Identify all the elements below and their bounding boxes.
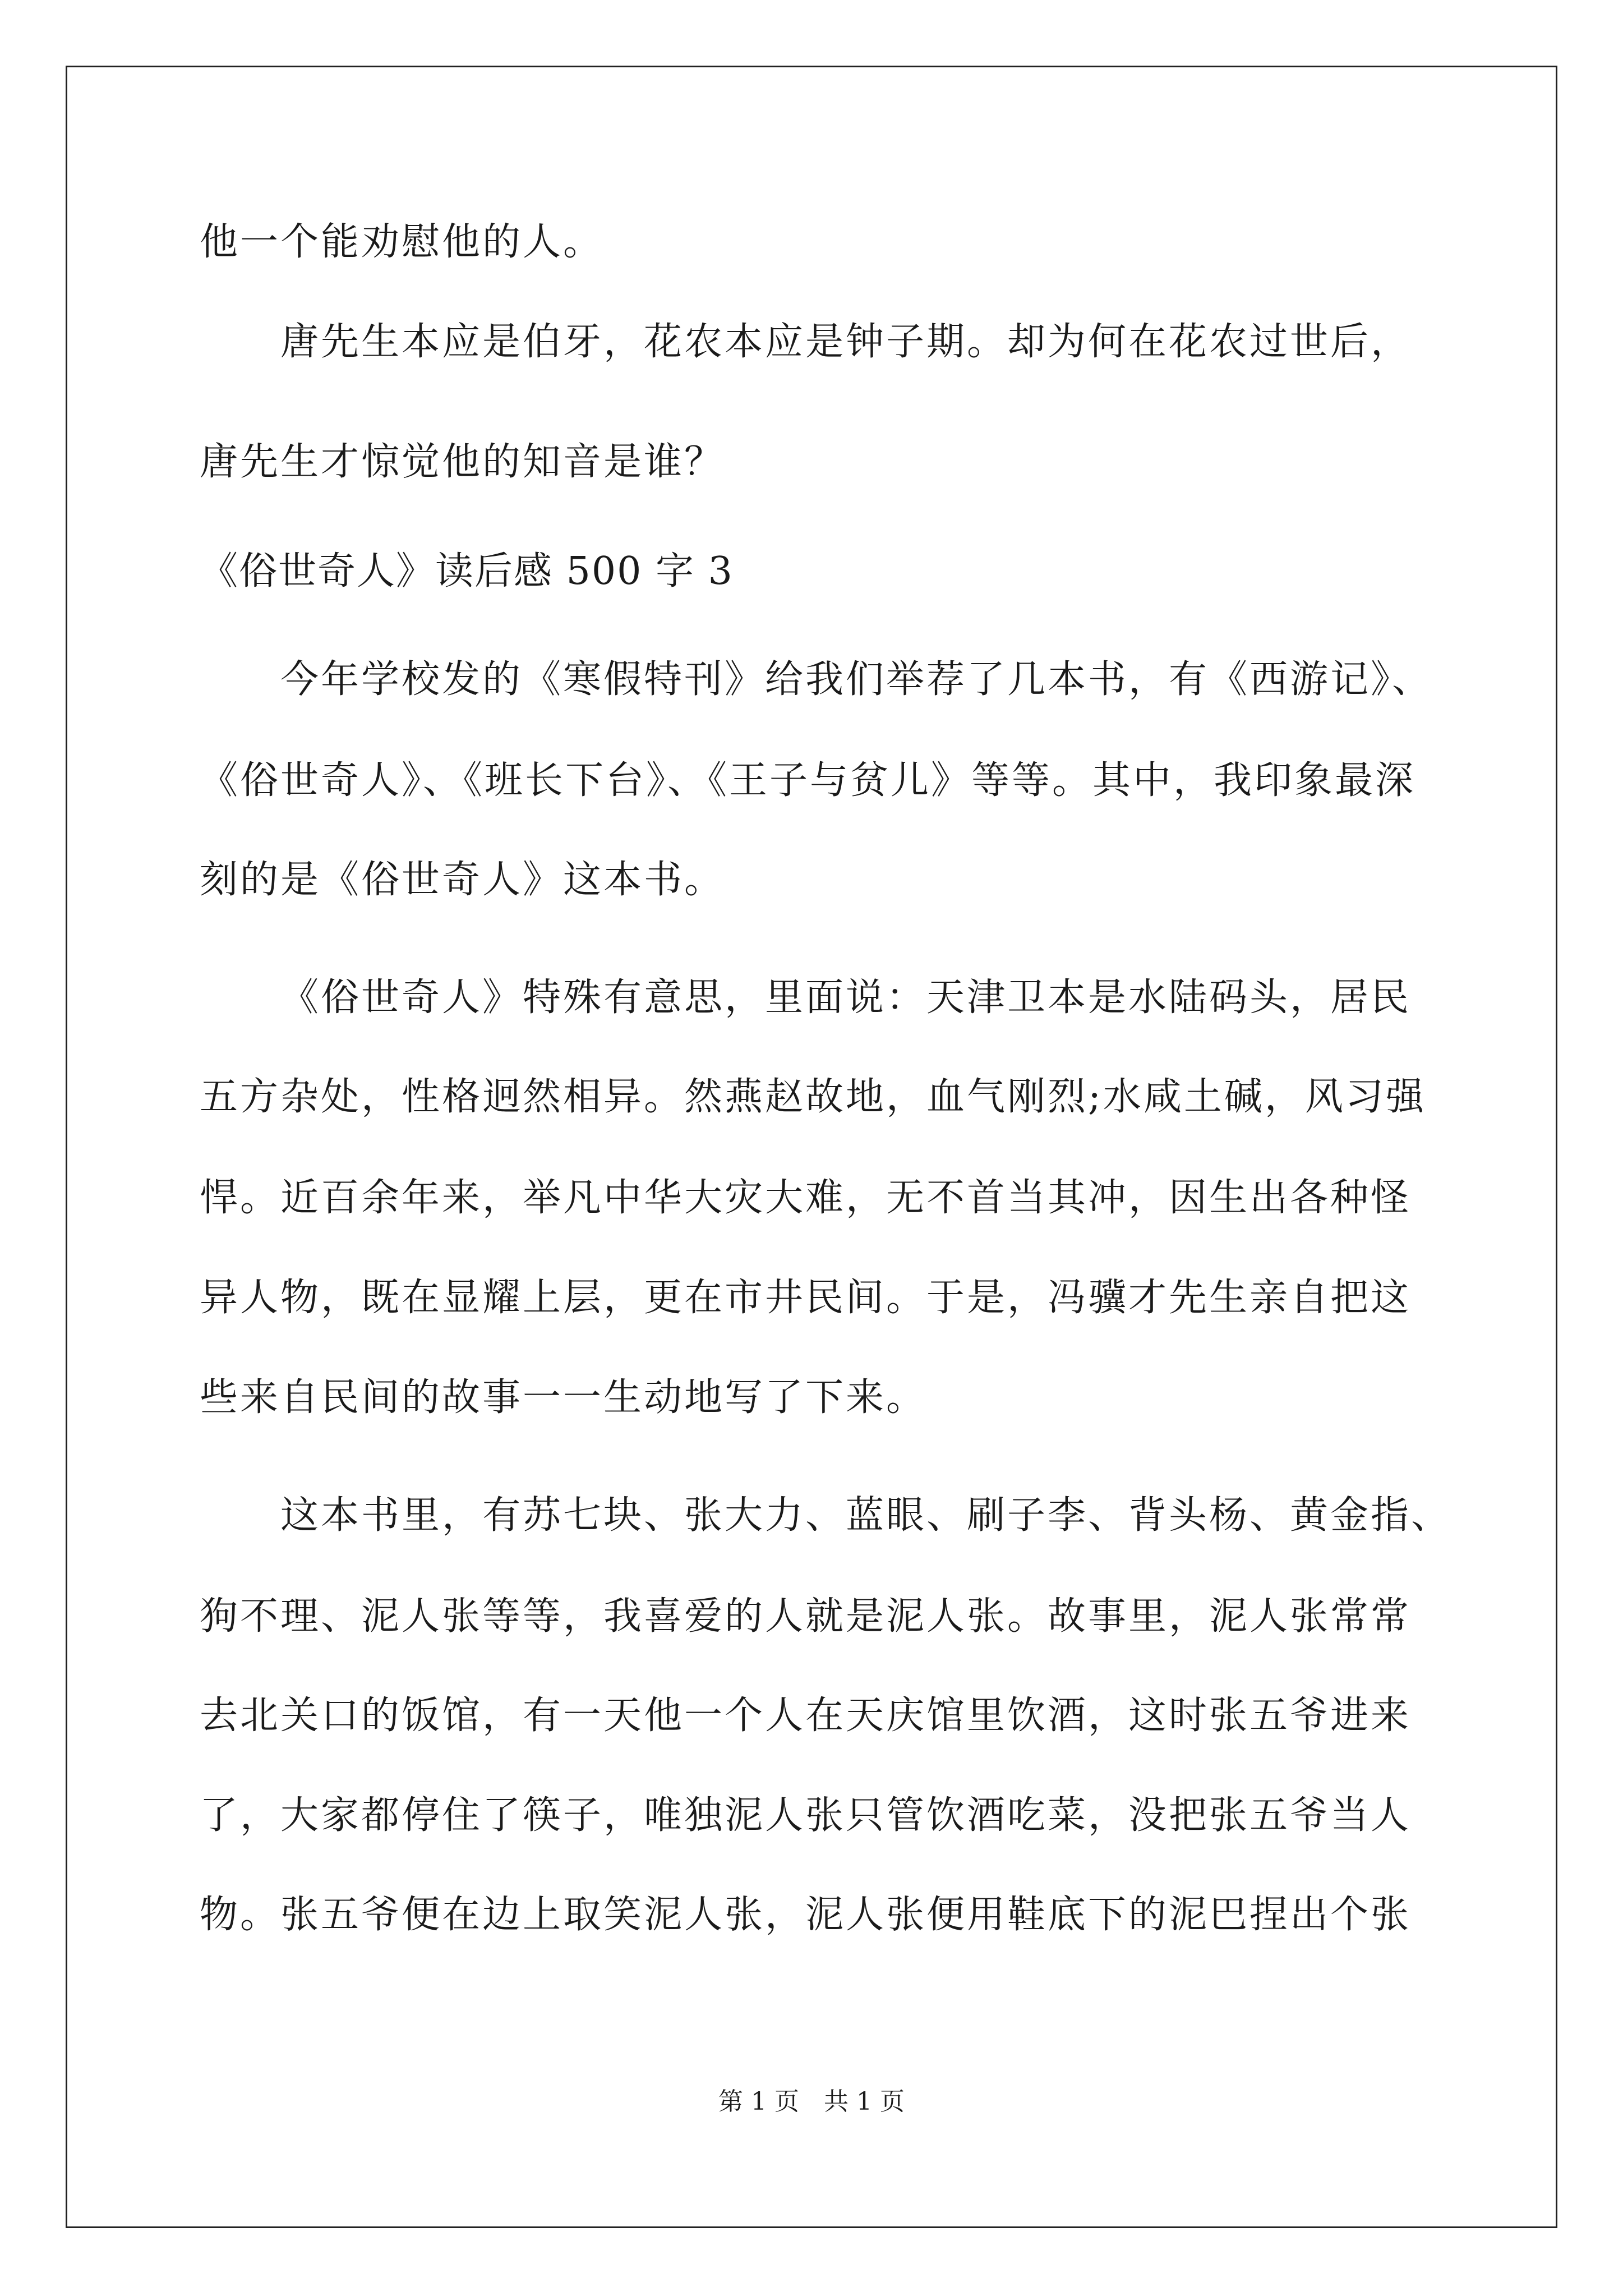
text-line: 这本书里，有苏七块、张大力、蓝眼、刷子李、背头杨、黄金指、 <box>280 1493 1452 1538</box>
text-line: 他一个能劝慰他的人。 <box>200 220 604 264</box>
text-line: 五方杂处，性格迥然相异。然燕赵故地，血气刚烈;水咸土碱，风习强 <box>200 1075 1426 1119</box>
text-line: 唐先生才惊觉他的知音是谁？ <box>200 440 725 484</box>
text-line: 悍。近百余年来，举凡中华大灾大难，无不首当其冲，因生出各种怪 <box>200 1176 1412 1220</box>
text-line: 唐先生本应是伯牙，花农本应是钟子期。却为何在花农过世后， <box>280 320 1412 364</box>
text-line: 去北关口的饭馆，有一天他一个人在天庆馆里饮酒，这时张五爷进来 <box>200 1694 1412 1738</box>
text-line: 物。张五爷便在边上取笑泥人张，泥人张便用鞋底下的泥巴捏出个张 <box>200 1893 1412 1937</box>
text-line: 《俗世奇人》特殊有意思，里面说：天津卫本是水陆码头，居民 <box>280 976 1412 1020</box>
section-heading: 《俗世奇人》读后感 500 字 3 <box>200 549 734 593</box>
text-line: 刻的是《俗世奇人》这本书。 <box>200 858 725 902</box>
text-line: 今年学校发的《寒假特刊》给我们举荐了几本书，有《西游记》、 <box>280 657 1433 702</box>
text-line: 狗不理、泥人张等等，我喜爱的人就是泥人张。故事里，泥人张常常 <box>200 1594 1412 1639</box>
text-line: 异人物，既在显耀上层，更在市井民间。于是，冯骥才先生亲自把这 <box>200 1276 1412 1320</box>
text-line: 了，大家都停住了筷子，唯独泥人张只管饮酒吃菜，没把张五爷当人 <box>200 1793 1412 1838</box>
text-line: 《俗世奇人》、《班长下台》、《王子与贫儿》等等。其中，我印象最深 <box>200 758 1416 803</box>
page-footer: 第 1 页 共 1 页 <box>718 2087 905 2116</box>
text-line: 些来自民间的故事一一生动地写了下来。 <box>200 1375 927 1420</box>
